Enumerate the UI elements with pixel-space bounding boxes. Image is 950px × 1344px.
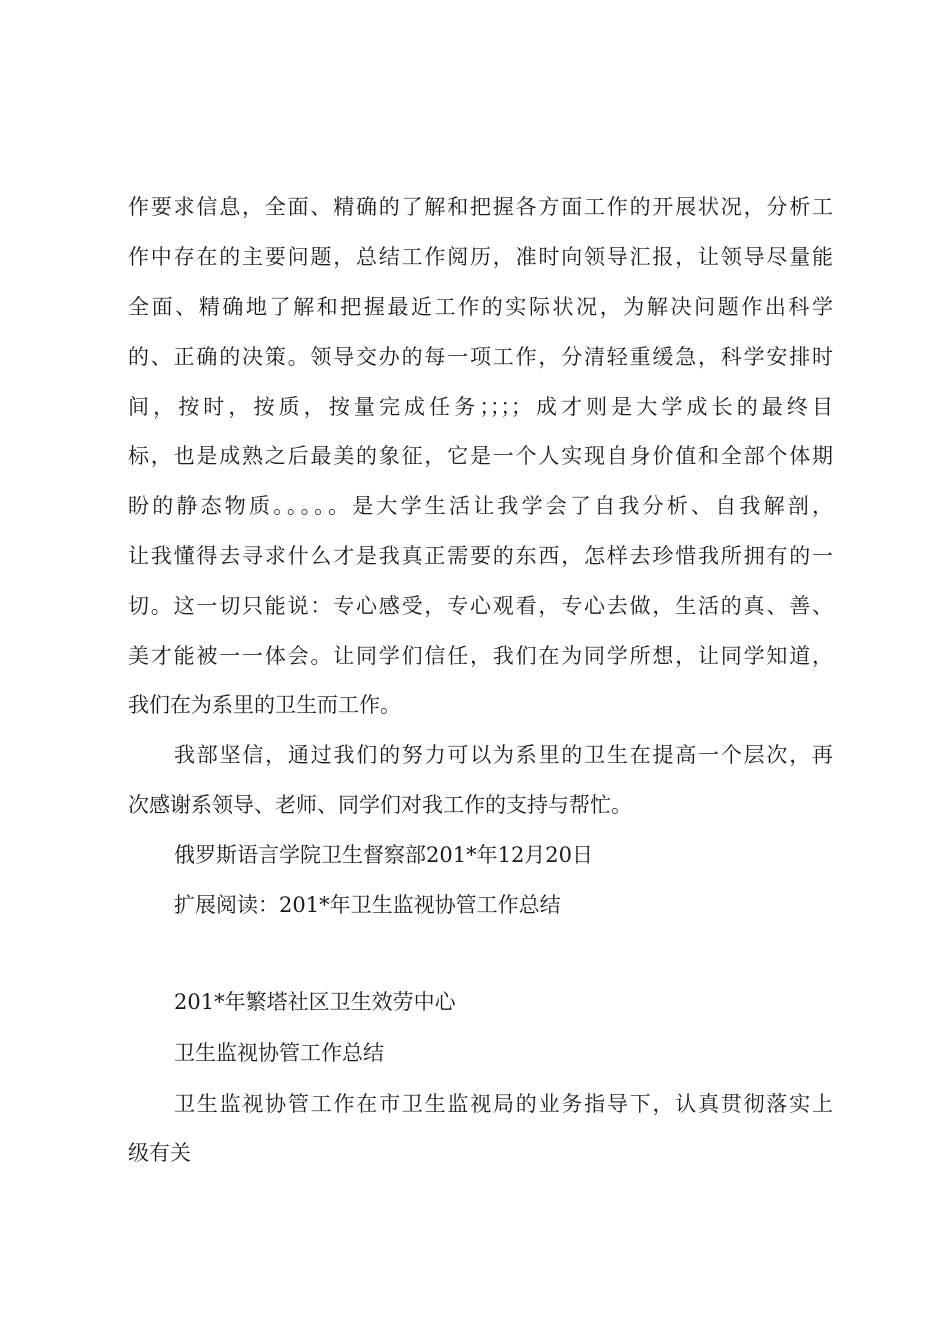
paragraph-line: 卫生监视协管工作在市卫生监视局的业务指导下，认真贯彻落实上 — [174, 1092, 833, 1116]
paragraph-line: 标，也是成熟之后最美的象征，它是一个人实现自身价值和全部个体期 — [128, 444, 833, 468]
paragraph-line: 我部坚信，通过我们的努力可以为系里的卫生在提高一个层次，再 — [174, 743, 833, 767]
paragraph-line: 美才能被一一体会。让同学们信任，我们在为同学所想，让同学知道， — [128, 644, 833, 668]
paragraph-line: 我们在为系里的卫生而工作。 — [128, 693, 401, 717]
extended-reading-heading: 扩展阅读：201*年卫生监视协管工作总结 — [174, 893, 561, 917]
paragraph-line: 盼的静态物质。。。。。是大学生活让我学会了自我分析、自我解剖， — [128, 494, 833, 518]
paragraph-line: 让我懂得去寻求什么才是我真正需要的东西，怎样去珍惜我所拥有的一 — [128, 544, 833, 568]
paragraph-line: 级有关 — [128, 1141, 191, 1165]
report-title: 卫生监视协管工作总结 — [174, 1041, 384, 1065]
paragraph-line: 间，按时，按质，按量完成任务；；；；成才则是大学成长的最终目 — [128, 395, 833, 419]
paragraph-line: 全面、精确地了解和把握最近工作的实际状况，为解决问题作出科学 — [128, 295, 833, 319]
paragraph-line: 的、正确的决策。领导交办的每一项工作，分清轻重缓急，科学安排时 — [128, 345, 833, 369]
paragraph-line: 作中存在的主要问题，总结工作阅历，准时向领导汇报，让领导尽量能 — [128, 245, 833, 269]
organization-name: 201*年繁塔社区卫生效劳中心 — [174, 990, 456, 1014]
paragraph-line: 次感谢系领导、老师、同学们对我工作的支持与帮忙。 — [128, 793, 632, 817]
signature-line: 俄罗斯语言学院卫生督察部201*年12月20日 — [174, 843, 594, 867]
paragraph-line: 作要求信息，全面、精确的了解和把握各方面工作的开展状况，分析工 — [128, 195, 833, 219]
paragraph-line: 切。这一切只能说：专心感受，专心观看，专心去做，生活的真、善、 — [128, 594, 833, 618]
